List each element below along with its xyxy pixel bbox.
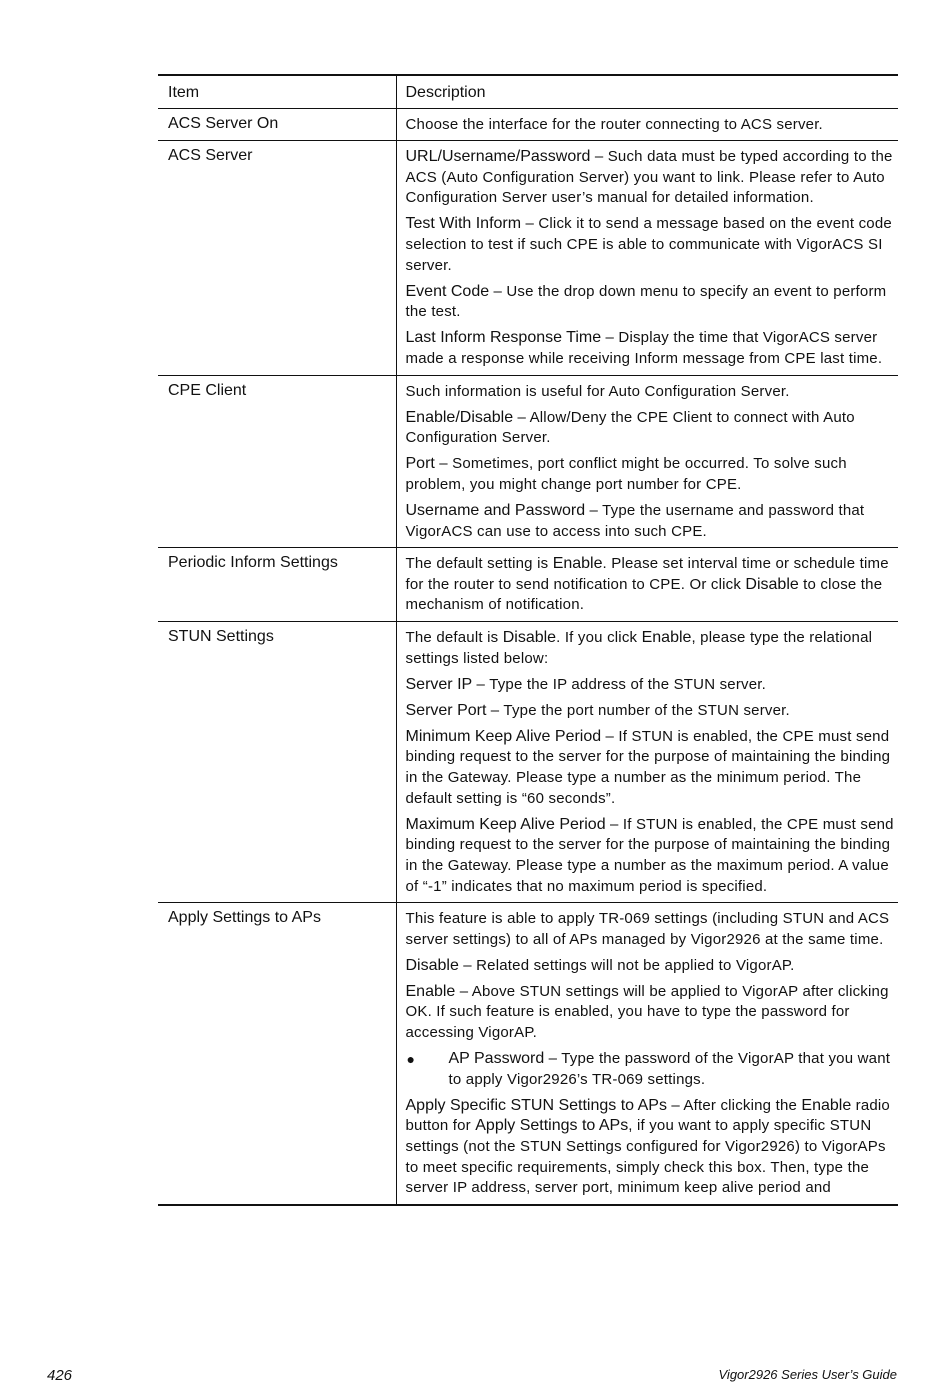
description-text: – Above STUN settings will be applied to VigorAP after clicking OK. If such feature is enabled, you have to type the password for accessing VigorAP.	[405, 982, 889, 1042]
term-label: AP Password	[448, 1050, 545, 1068]
description-text: This feature is able to apply TR-069 settings (including STUN and ACS server settings) to all of APs managed by Vigor2926 at the same time.	[405, 910, 890, 948]
term-label: Enable	[552, 555, 603, 573]
row-item: ACS Server	[158, 141, 396, 375]
row-description	[396, 903, 898, 1205]
term-label: Enable	[641, 628, 692, 646]
description-paragraph	[406, 454, 895, 495]
description-text: to close the mechanism of notification.	[405, 575, 883, 614]
description-text: – Type the port number of the STUN server.	[486, 701, 790, 719]
description-paragraph	[406, 501, 895, 542]
description-paragraph	[406, 214, 895, 276]
description-paragraph	[406, 408, 895, 449]
bullet-text	[449, 1049, 895, 1090]
description-text: – Allow/Deny the CPE Client to connect with Auto Configuration Server.	[405, 408, 855, 447]
row-item: Periodic Inform Settings	[158, 548, 396, 622]
term-label: URL/Username/Password	[405, 148, 591, 166]
description-paragraph	[406, 147, 895, 209]
description-text: – If STUN is enabled, the CPE must send binding request to the server for the purpose of maintaining the binding in the Gateway. Please type a number as the maximum period. A value of “-1” indicates that no maximum period is specified.	[405, 815, 894, 895]
description-text: radio button for	[405, 1096, 890, 1135]
table-row	[158, 375, 898, 548]
description-text: Choose the interface for the router connecting to ACS server.	[405, 115, 823, 133]
row-item: CPE Client	[158, 375, 396, 548]
row-description	[396, 548, 898, 622]
row-description	[396, 108, 898, 141]
row-description	[396, 375, 898, 548]
bullet-icon: ●	[406, 1051, 416, 1068]
description-paragraph	[406, 554, 895, 616]
description-paragraph	[406, 282, 895, 323]
term-label: Username and Password	[405, 502, 586, 519]
description-text: – After clicking the	[666, 1096, 802, 1114]
term-label: Last Inform Response Time	[405, 329, 602, 347]
description-text: , please type the relational settings listed below:	[405, 628, 873, 667]
row-description	[396, 621, 898, 902]
description-text: The default is	[405, 628, 503, 646]
table-row	[158, 621, 898, 902]
description-paragraph	[406, 727, 895, 809]
table-row	[158, 141, 898, 375]
description-text: – Related settings will not be applied to VigorAP.	[458, 956, 795, 974]
footer-title: Vigor2926 Series User’s Guide	[718, 1367, 897, 1382]
term-label: Apply Settings to APs	[475, 1117, 629, 1135]
table-row	[158, 108, 898, 141]
description-text: – Click it to send a message based on the event code selection to test if such CPE is able to communicate with VigorACS SI server.	[405, 215, 892, 274]
header-description: Description	[396, 75, 898, 108]
term-label: Server IP	[405, 675, 473, 693]
row-description	[396, 141, 898, 375]
description-text: , if you want to apply specific STUN settings (not the STUN Settings configured for Vigor2926) to VigorAPs to meet specific requirements, simply check this box. Then, type the server IP address, server port, minimum keep alive period and	[405, 1117, 886, 1197]
term-label: Maximum Keep Alive Period	[405, 815, 606, 833]
description-text: – Type the IP address of the STUN server.	[472, 675, 767, 693]
description-text: – If STUN is enabled, the CPE must send binding request to the server for the purpose of maintaining the binding in the Gateway. Please type a number as the minimum period. The default setting is “60 seconds”.	[405, 727, 891, 807]
description-paragraph	[406, 909, 895, 950]
description-paragraph	[406, 675, 895, 696]
term-label: Disable	[502, 628, 557, 646]
table-header-row	[158, 75, 898, 108]
description-paragraph	[406, 815, 895, 897]
description-paragraph	[406, 1049, 895, 1090]
page-number: 426	[47, 1367, 73, 1384]
term-label: Test With Inform	[405, 215, 522, 233]
term-label: Disable	[745, 575, 799, 593]
description-paragraph	[406, 382, 895, 403]
description-text: . If you click	[556, 628, 642, 646]
description-paragraph	[406, 701, 895, 722]
term-label: Port	[405, 455, 435, 473]
description-paragraph	[406, 982, 895, 1044]
term-label: Server Port	[405, 701, 487, 719]
row-item: ACS Server On	[158, 108, 396, 141]
description-paragraph	[406, 1096, 895, 1199]
description-text: The default setting is	[405, 555, 553, 573]
description-text: – Such data must be typed according to the ACS (Auto Configuration Server) you want to link. Please refer to Auto Configuration Server user’s manual for detailed information.	[405, 148, 893, 207]
term-label: Disable	[405, 956, 459, 974]
description-text: . Please set interval time or schedule time for the router to send notification to CPE. Or click	[405, 555, 889, 593]
term-label: Enable	[405, 982, 456, 1000]
description-text: – Type the username and password that VigorACS can use to access into such CPE.	[405, 502, 865, 540]
description-text: – Sometimes, port conflict might be occurred. To solve such problem, you might change port number for CPE.	[405, 455, 847, 493]
description-table	[158, 74, 898, 1206]
description-paragraph	[406, 628, 895, 669]
description-text: – Type the password of the VigorAP that you want to apply Vigor2926’s TR-069 settings.	[448, 1050, 891, 1088]
term-label: Enable	[801, 1096, 852, 1114]
table-body	[158, 108, 898, 1205]
description-paragraph	[406, 328, 895, 369]
term-label: Enable/Disable	[405, 408, 514, 426]
row-item: STUN Settings	[158, 621, 396, 902]
term-label: Apply Specific STUN Settings to APs	[405, 1096, 667, 1114]
description-text: Such information is useful for Auto Configuration Server.	[405, 382, 790, 400]
description-paragraph	[406, 956, 895, 977]
row-item: Apply Settings to APs	[168, 909, 321, 927]
description-text: – Display the time that VigorACS server made a response while receiving Inform message from CPE last time.	[405, 329, 883, 367]
term-label: Minimum Keep Alive Period	[405, 727, 602, 745]
description-text: – Use the drop down menu to specify an event to perform the test.	[405, 282, 887, 321]
table-row	[158, 903, 898, 1205]
table-row	[158, 548, 898, 622]
header-item: Item	[158, 75, 396, 108]
term-label: Event Code	[405, 282, 490, 300]
description-paragraph	[406, 115, 895, 136]
